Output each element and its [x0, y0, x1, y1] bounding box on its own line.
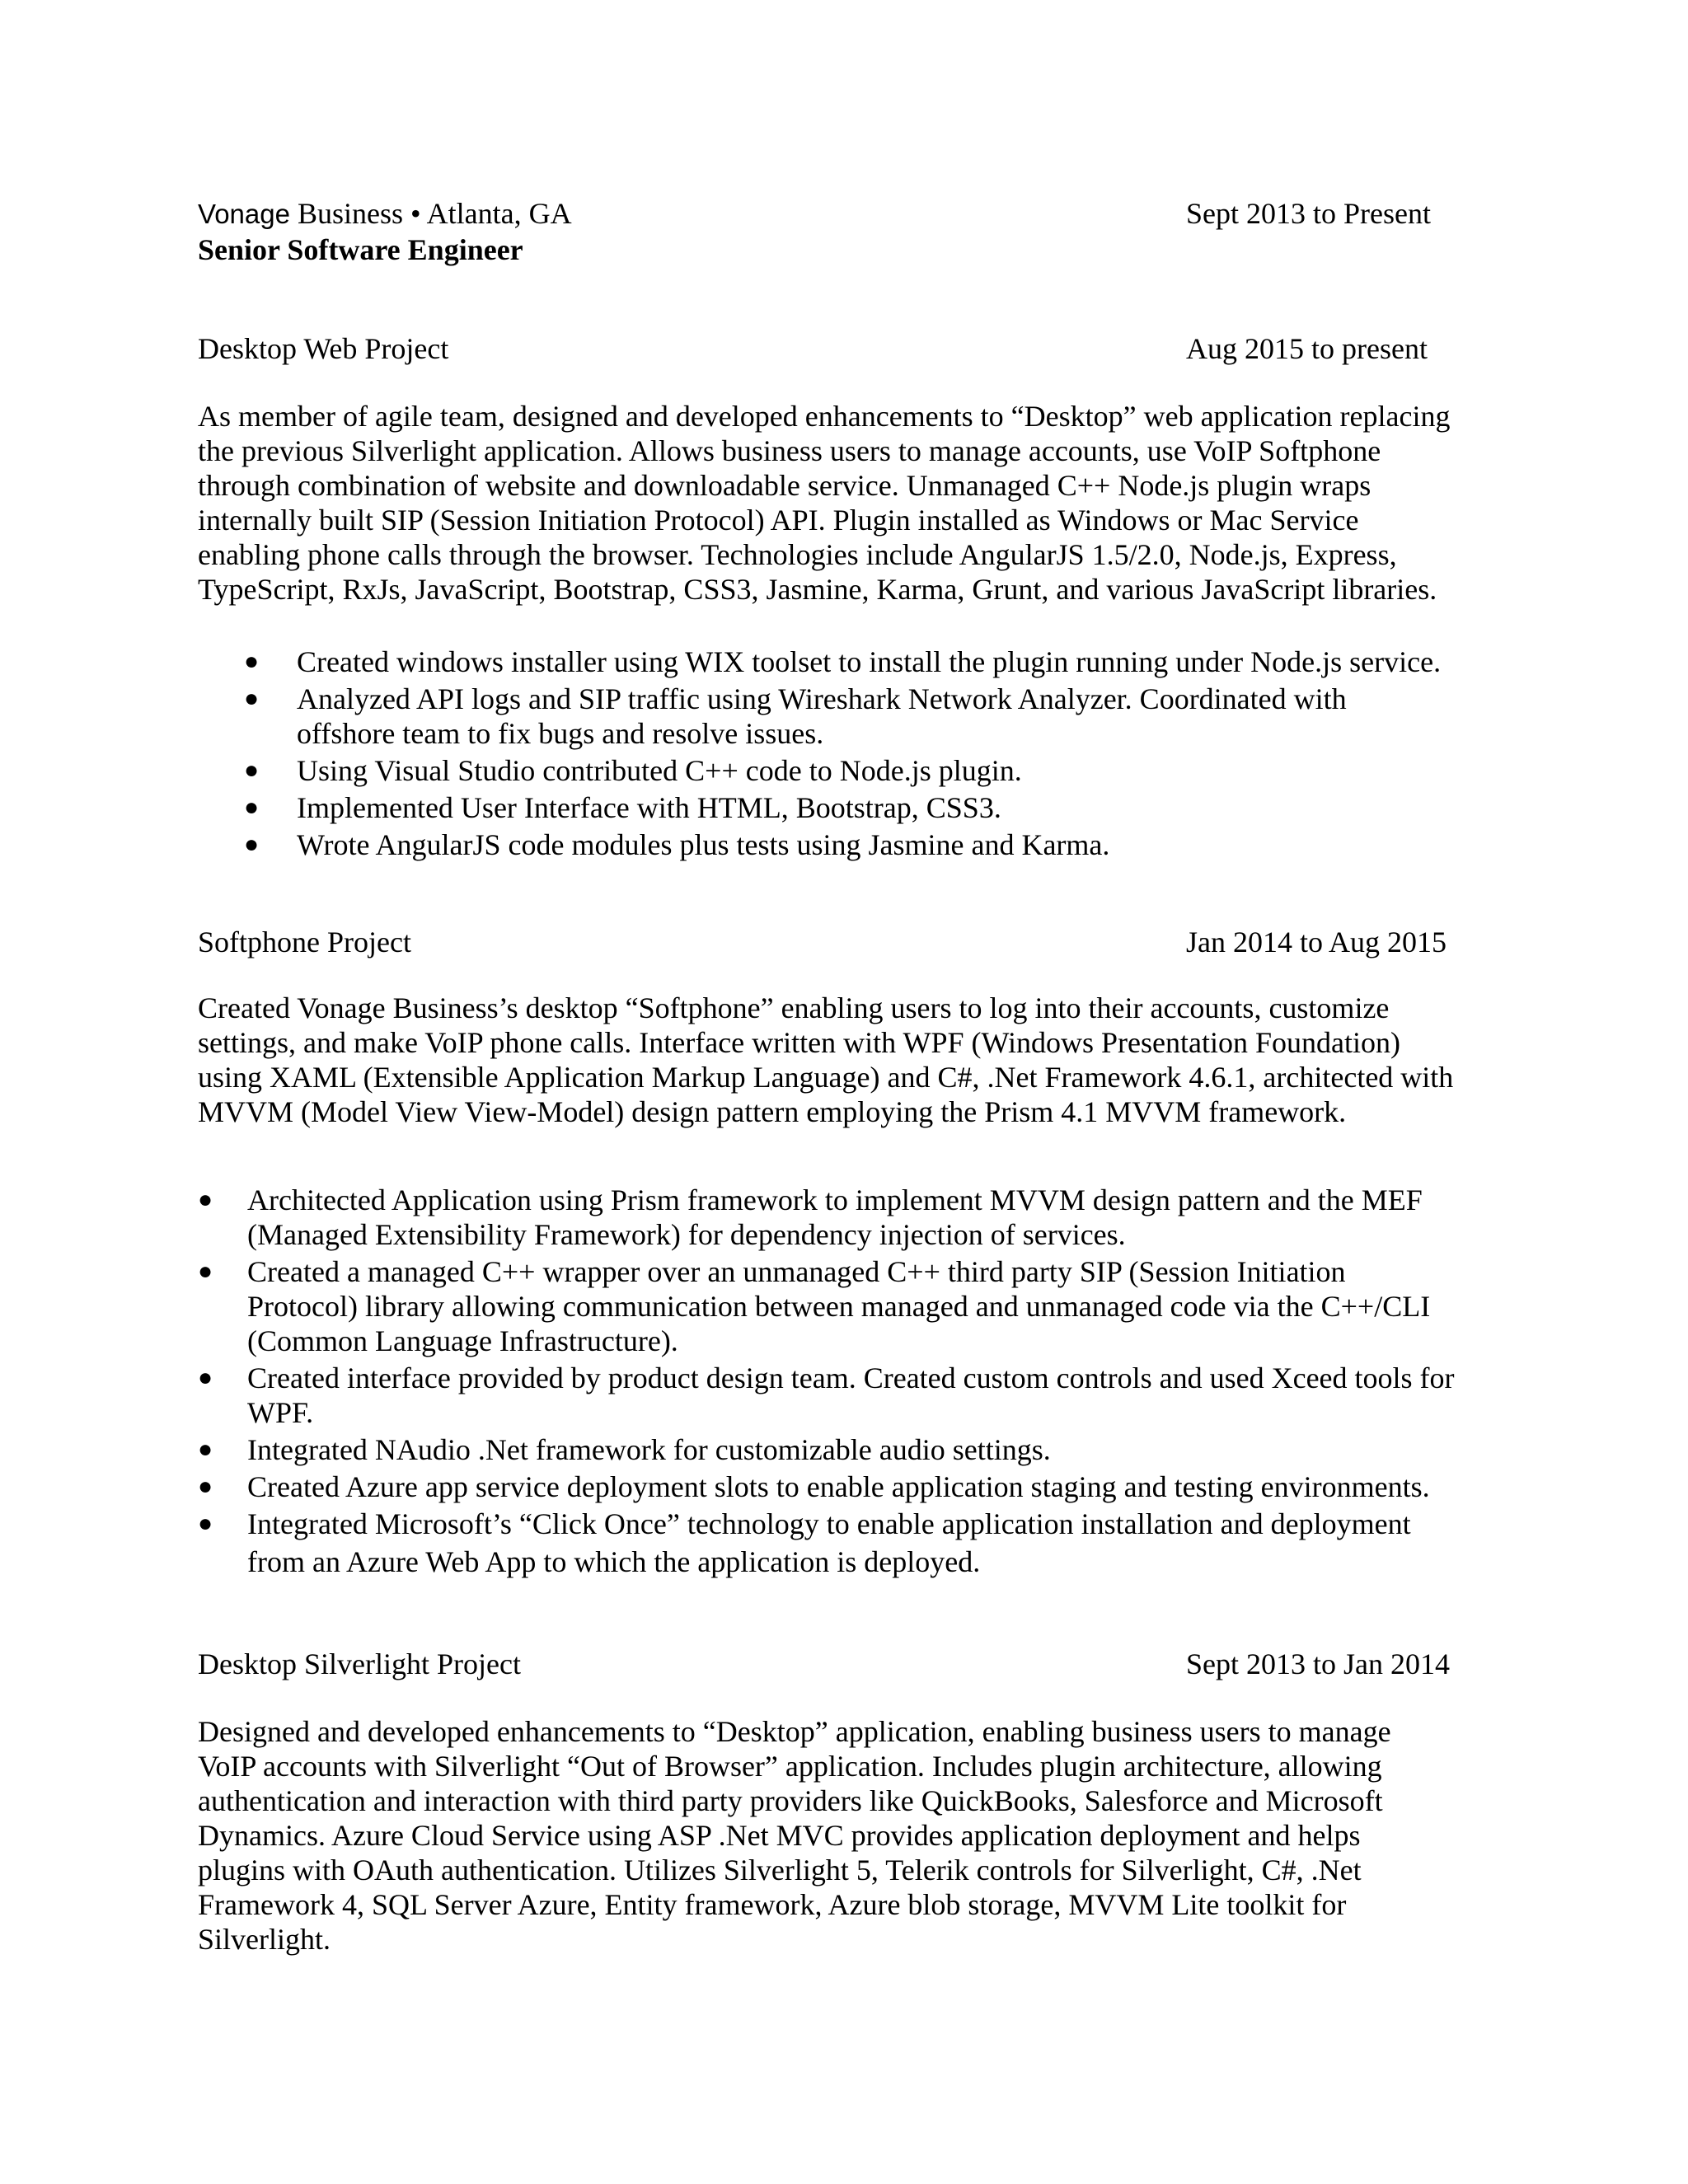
bullet-text: Wrote AngularJS code modules plus tests using Jasmine and Karma. — [297, 828, 1110, 861]
bullet-text: Integrated NAudio .Net framework for customizable audio settings. — [247, 1433, 1051, 1466]
project-description-softphone — [198, 991, 1453, 1129]
bullet-list-desktop-web — [244, 644, 1441, 865]
company-location: Business • Atlanta, GA — [289, 197, 572, 230]
project-description-desktop-web — [198, 399, 1450, 607]
bullet-icon: ● — [198, 1510, 213, 1537]
description-line: the previous Silverlight application. Allows business users to manage accounts, use VoIP Softphone — [198, 434, 1381, 467]
project-heading-silverlight — [198, 1647, 1484, 1681]
bullet-text: (Common Language Infrastructure). — [247, 1324, 678, 1357]
bullet-text: Architected Application using Prism framework to implement MVVM design pattern and the MEF — [247, 1183, 1423, 1216]
description-line: TypeScript, RxJs, JavaScript, Bootstrap, CSS3, Jasmine, Karma, Grunt, and various JavaScript libraries. — [198, 573, 1437, 606]
project-heading-desktop-web — [198, 331, 1484, 366]
employment-dates: Sept 2013 to Present — [1186, 197, 1431, 230]
employer-line — [198, 196, 1484, 232]
description-line: through combination of website and downloadable service. Unmanaged C++ Node.js plugin wraps — [198, 469, 1372, 502]
bullet-text: Created a managed C++ wrapper over an unmanaged C++ third party SIP (Session Initiation — [247, 1255, 1346, 1288]
description-line: Framework 4, SQL Server Azure, Entity framework, Azure blob storage, MVVM Lite toolkit for — [198, 1888, 1347, 1921]
description-line: Created Vonage Business’s desktop “Softphone” enabling users to log into their accounts, customize — [198, 991, 1390, 1024]
list-item — [198, 1183, 1455, 1252]
bullet-list-softphone — [198, 1183, 1455, 1582]
project-name: Desktop Web Project — [198, 332, 449, 365]
description-line: settings, and make VoIP phone calls. Interface written with WPF (Windows Presentation Foundation) — [198, 1026, 1400, 1059]
bullet-icon: ● — [198, 1436, 213, 1463]
bullet-icon: ● — [198, 1364, 213, 1391]
project-name: Softphone Project — [198, 926, 411, 958]
list-item — [198, 1361, 1455, 1430]
company-name: Vonage — [198, 199, 290, 229]
bullet-text: Integrated Microsoft’s “Click Once” technology to enable application installation and deployment — [247, 1507, 1411, 1540]
bullet-icon: ● — [244, 648, 260, 675]
list-item — [244, 753, 1441, 788]
bullet-text: offshore team to fix bugs and resolve issues. — [297, 717, 824, 750]
list-item — [244, 644, 1441, 679]
description-line: As member of agile team, designed and developed enhancements to “Desktop” web application replacing — [198, 400, 1451, 433]
list-item — [198, 1254, 1455, 1358]
bullet-icon: ● — [198, 1473, 213, 1500]
bullet-text: Implemented User Interface with HTML, Bootstrap, CSS3. — [297, 791, 1001, 824]
description-line: Designed and developed enhancements to “Desktop” application, enabling business users to manage — [198, 1715, 1391, 1748]
description-line: VoIP accounts with Silverlight “Out of Browser” application. Includes plugin architecture, allowing — [198, 1750, 1382, 1783]
list-item — [198, 1469, 1455, 1504]
bullet-icon: ● — [244, 685, 260, 712]
description-line: MVVM (Model View View-Model) design pattern employing the Prism 4.1 MVVM framework. — [198, 1095, 1347, 1128]
project-name: Desktop Silverlight Project — [198, 1647, 521, 1680]
list-item — [198, 1507, 1455, 1579]
description-line: using XAML (Extensible Application Markup Language) and C#, .Net Framework 4.6.1, architected with — [198, 1061, 1454, 1094]
description-line: plugins with OAuth authentication. Utilizes Silverlight 5, Telerik controls for Silverlight, C#, .Net — [198, 1854, 1362, 1886]
bullet-text: (Managed Extensibility Framework) for dependency injection of services. — [247, 1218, 1126, 1251]
bullet-icon: ● — [244, 757, 260, 784]
bullet-text: Created windows installer using WIX toolset to install the plugin running under Node.js service. — [297, 645, 1442, 678]
description-line: enabling phone calls through the browser. Technologies include AngularJS 1.5/2.0, Node.js, Express, — [198, 538, 1397, 571]
bullet-text: Created interface provided by product design team. Created custom controls and used Xceed tools for — [247, 1361, 1455, 1394]
project-dates: Aug 2015 to present — [1186, 332, 1428, 365]
bullet-text: Created Azure app service deployment slots to enable application staging and testing environments. — [247, 1470, 1430, 1503]
job-title: Senior Software Engineer — [198, 233, 523, 266]
description-line: Silverlight. — [198, 1923, 331, 1956]
description-line: authentication and interaction with third party providers like QuickBooks, Salesforce and Microsoft — [198, 1784, 1383, 1817]
bullet-text: Using Visual Studio contributed C++ code to Node.js plugin. — [297, 754, 1022, 787]
project-heading-softphone — [198, 925, 1484, 959]
bullet-text: Protocol) library allowing communication between managed and unmanaged code via the C++/CLI — [247, 1290, 1431, 1323]
bullet-text: WPF. — [247, 1396, 314, 1429]
list-item — [244, 790, 1441, 825]
project-dates: Jan 2014 to Aug 2015 — [1186, 926, 1447, 958]
list-item — [198, 1432, 1455, 1467]
bullet-text: from an Azure Web App to which the application is deployed. — [247, 1545, 981, 1578]
bullet-icon: ● — [198, 1258, 213, 1285]
description-line: internally built SIP (Session Initiation Protocol) API. Plugin installed as Windows or Mac Service — [198, 504, 1359, 537]
project-dates: Sept 2013 to Jan 2014 — [1186, 1647, 1450, 1680]
bullet-icon: ● — [198, 1186, 213, 1213]
list-item — [244, 827, 1441, 862]
bullet-icon: ● — [244, 831, 260, 858]
bullet-icon: ● — [244, 794, 260, 821]
bullet-text: Analyzed API logs and SIP traffic using Wireshark Network Analyzer. Coordinated with — [297, 682, 1347, 715]
description-line: Dynamics. Azure Cloud Service using ASP .Net MVC provides application deployment and helps — [198, 1819, 1361, 1852]
list-item — [244, 682, 1441, 751]
project-description-silverlight — [198, 1714, 1391, 1957]
